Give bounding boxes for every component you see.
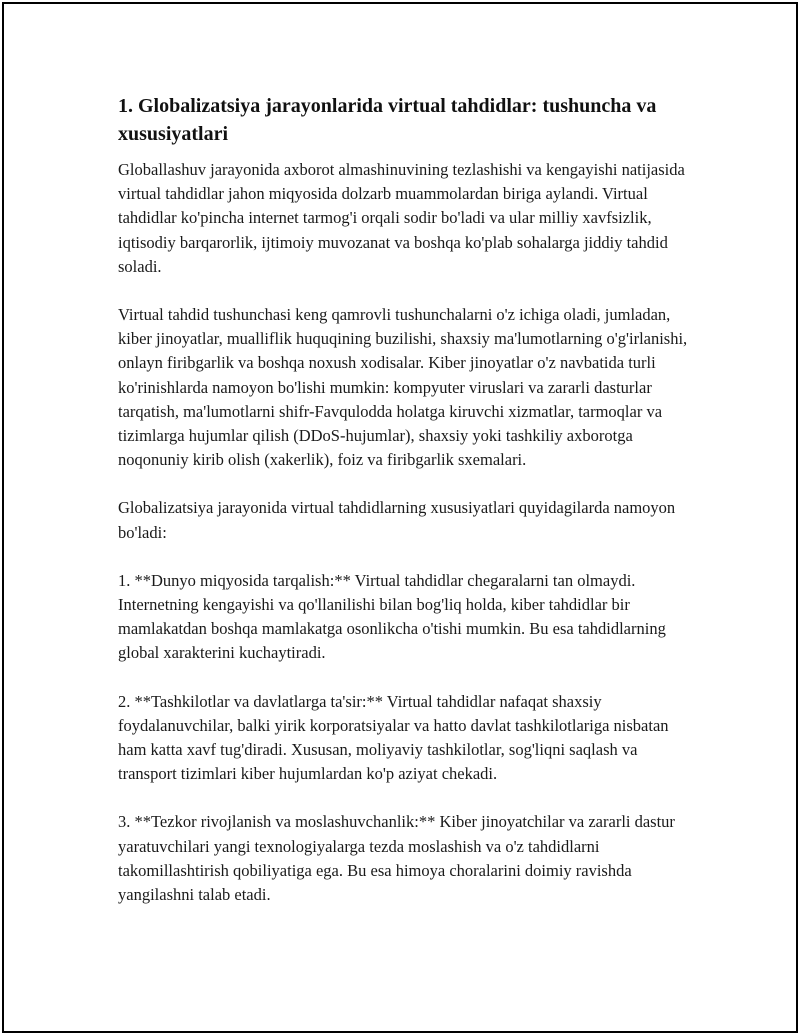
- list-item-1: 1. **Dunyo miqyosida tarqalish:** Virtual tahdidlar chegaralarni tan olmaydi. Internetning kengayishi va qo'llanilishi bilan bog'liq holda, kiber tahdidlar bir mamlakatdan boshqa mamlakatga osonlikcha o'tishi mumkin. Bu esa tahdidlarning global xarakterini kuchaytiradi.: [118, 570, 666, 663]
- paragraph-intro: Globallashuv jarayonida axborot almashinuvining tezlashishi va kengayishi natijasida virtual tahdidlar jahon miqyosida dolzarb muammolardan biriga aylandi. Virtual tahdidlar ko'pincha internet tarmog'i orqali sodir bo'ladi va ular milliy xavfsizlik, iqtisodiy barqarorlik, ijtimoiy muvozanat va boshqa ko'plab sohalarga jiddiy tahdid soladi.: [118, 160, 685, 276]
- list-item-3: 3. **Tezkor rivojlanish va moslashuvchanlik:** Kiber jinoyatchilar va zararli dastur yaratuvchilari yangi texnologiyalarga tezda moslashish va o'z tahdidlarni takomillashtirish qobiliyatiga ega. Bu esa himoya choralarini doimiy ravishda yangilashni talab etadi.: [118, 812, 675, 905]
- paragraph-features-intro: Globalizatsiya jarayonida virtual tahdidlarning xususiyatlari quyidagilarda namoyon bo'ladi:: [118, 498, 676, 542]
- document-body: [118, 92, 690, 931]
- section-heading: 1. Globalizatsiya jarayonlarida virtual tahdidlar: tushuncha va xususiyatlari: [118, 95, 657, 145]
- paragraph-definition: Virtual tahdid tushunchasi keng qamrovli tushunchalarni o'z ichiga oladi, jumladan, kiber jinoyatlar, mualliflik huquqining buzilishi, shaxsiy ma'lumotlarning o'g'irlanishi, onlayn firibgarlik va boshqa noxush xodisalar. Kiber jinoyatlar o'z navbatida turli ko'rinishlarda namoyon bo'lishi mumkin: kompyuter viruslari va zararli dasturlar tarqatish, ma'lumotlarni shifr-Favqulodda holatga kiruvchi xizmatlar, tarmoqlar va tizimlarga hujumlar qilish (DDoS-hujumlar), shaxsiy yoki tashkiliy axborotga noqonuniy kirib olish (xakerlik), foiz va firibgarlik sxemalari.: [118, 305, 688, 470]
- list-item-2: 2. **Tashkilotlar va davlatlarga ta'sir:** Virtual tahdidlar nafaqat shaxsiy foydalanuvchilar, balki yirik korporatsiyalar va hatto davlat tashkilotlariga nisbatan ham katta xavf tug'diradi. Xususan, moliyaviy tashkilotlar, sog'liqni saqlash va transport tizimlari kiber hujumlardan ko'p aziyat chekadi.: [118, 691, 669, 784]
